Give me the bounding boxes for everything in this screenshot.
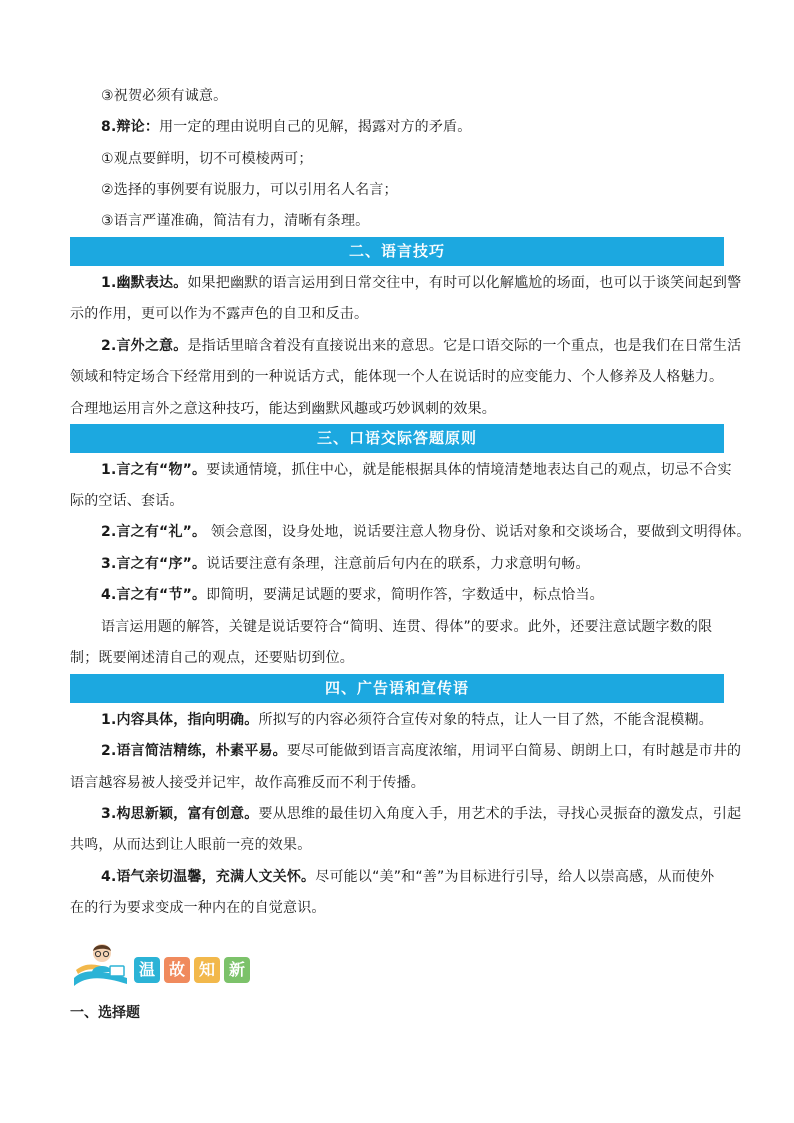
student-reading-icon	[72, 940, 132, 990]
text-span: 如果把幽默的语言运用到日常交往中，有时可以化解尴尬的场面，也可以于谈笑间起到警	[187, 275, 742, 291]
text-line	[101, 337, 741, 355]
text-span: 即简明，要满足试题的要求，简明作答，字数适中，标点恰当。	[206, 587, 604, 603]
section-banner: 三、口语交际答题原则	[70, 424, 724, 453]
text-line: 语言运用题的解答，关键是说话要符合“简明、连贯、得体”的要求。此外，还要注意试题字数的限	[101, 619, 713, 635]
logo-char: 知	[194, 957, 220, 983]
bold-lead: 3.构思新颖，富有创意。	[101, 806, 259, 822]
bold-lead: 1.言之有“物”。	[101, 462, 207, 478]
text-line: ③语言严谨准确，简洁有力，清晰有条理。	[101, 213, 370, 229]
text-line: 合理地运用言外之意这种技巧，能达到幽默风趣或巧妙讽刺的效果。	[70, 401, 496, 417]
logo-char: 新	[224, 957, 250, 983]
text-span: 尽可能以“美”和“善”为目标进行引导，给人以崇高感，从而使外	[315, 869, 715, 885]
text-line: 制；既要阐述清自己的观点，还要贴切到位。	[70, 650, 354, 666]
logo-char: 温	[134, 957, 160, 983]
bold-lead: 2.语言简洁精练，朴素平易。	[101, 743, 287, 759]
bold-lead: 1.幽默表达。	[101, 275, 188, 291]
review-logo	[72, 940, 262, 990]
text-line	[101, 805, 741, 823]
text-span: 说话要注意有条理，注意前后句内在的联系，力求意明句畅。	[206, 556, 590, 572]
bold-lead: 4.语气亲切温馨，充满人文关怀。	[101, 869, 316, 885]
text-line: 际的空话、套话。	[70, 493, 184, 509]
text-line: ①观点要鲜明，切不可模棱两可；	[101, 151, 313, 167]
text-span: 用一定的理由说明自己的见解，揭露对方的矛盾。	[159, 119, 472, 135]
logo-char: 故	[164, 957, 190, 983]
text-line: 语言越容易被人接受并记牢，故作高雅反而不利于传播。	[70, 775, 425, 791]
bold-lead: 2.言外之意。	[101, 338, 188, 354]
text-line	[101, 523, 751, 541]
section-banner: 二、语言技巧	[70, 237, 724, 266]
text-line: 领域和特定场合下经常用到的一种说话方式，能体现一个人在说话时的应变能力、个人修养及人格魅力。	[70, 369, 724, 385]
bold-lead: 4.言之有“节”。	[101, 587, 207, 603]
text-line	[101, 461, 732, 479]
text-line: 共鸣，从而达到让人眼前一亮的效果。	[70, 837, 312, 853]
text-line	[101, 118, 471, 136]
text-line: ②选择的事例要有说服力，可以引用名人名言；	[101, 182, 398, 198]
bold-lead: 3.言之有“序”。	[101, 556, 207, 572]
text-line	[101, 868, 714, 886]
text-line	[101, 586, 604, 604]
text-line	[101, 711, 713, 729]
text-span: 是指话里暗含着没有直接说出来的意思。它是口语交际的一个重点，也是我们在日常生活	[187, 338, 742, 354]
text-span: 领会意图，设身处地，说话要注意人物身份、说话对象和交谈场合，要做到文明得体。	[206, 524, 751, 540]
text-span: 所拟写的内容必须符合宣传对象的特点，让人一目了然，不能含混模糊。	[258, 712, 713, 728]
bold-lead: 8.辩论：	[101, 119, 160, 135]
text-line: ③祝贺必须有诚意。	[101, 88, 228, 104]
text-line	[101, 555, 590, 573]
text-line	[101, 742, 741, 760]
text-line	[101, 274, 741, 292]
text-span: 要读通情境，抓住中心，就是能根据具体的情境清楚地表达自己的观点，切忌不合实	[206, 462, 732, 478]
text-line: 在的行为要求变成一种内在的自觉意识。	[70, 900, 326, 916]
bold-lead: 2.言之有“礼”。	[101, 524, 207, 540]
text-span: 要从思维的最佳切入角度入手，用艺术的手法，寻找心灵振奋的激发点，引起	[258, 806, 742, 822]
bold-lead: 1.内容具体，指向明确。	[101, 712, 259, 728]
text-line: 示的作用，更可以作为不露声色的自卫和反击。	[70, 306, 369, 322]
section-banner: 四、广告语和宣传语	[70, 674, 724, 703]
question-section-heading: 一、选择题	[70, 1005, 140, 1021]
text-span: 要尽可能做到语言高度浓缩，用词平白简易、朗朗上口，有时越是市井的	[286, 743, 742, 759]
